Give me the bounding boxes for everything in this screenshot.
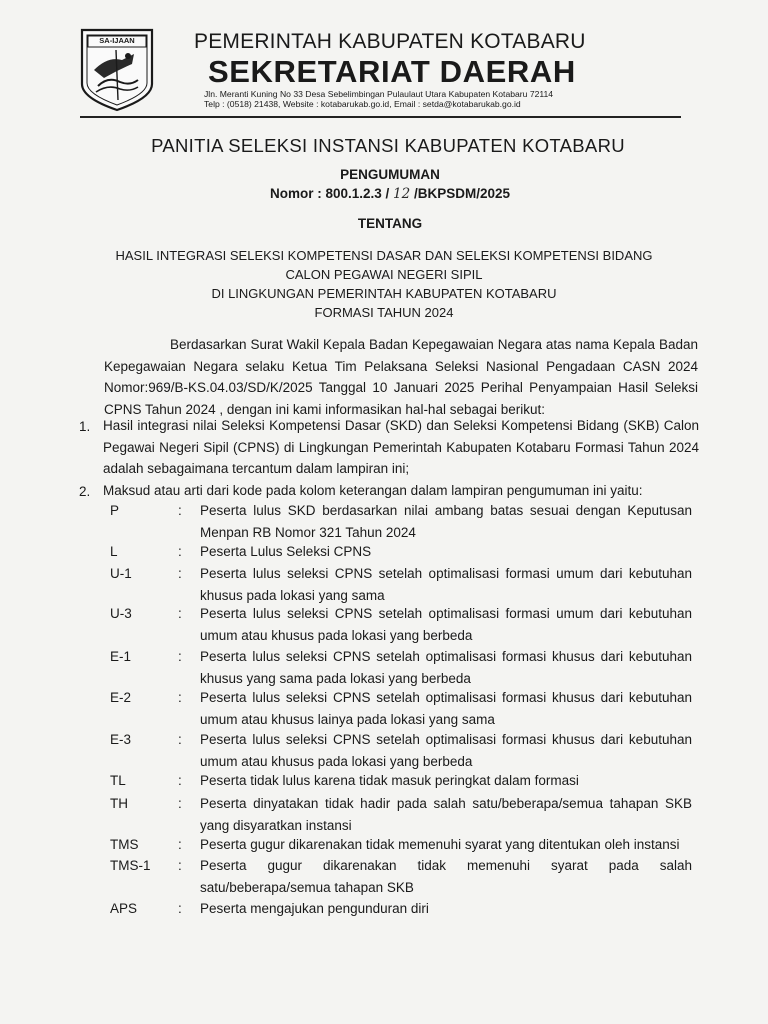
code-description: Peserta lulus seleksi CPNS setelah optimalisasi formasi khusus dari kebutuhan umum atau khusus pada lokasi yang berbeda bbox=[200, 732, 692, 769]
code-separator: : bbox=[178, 606, 182, 621]
code-label: U-3 bbox=[110, 606, 132, 621]
code-separator: : bbox=[178, 773, 182, 788]
code-label: E-3 bbox=[110, 732, 132, 747]
code-description: Peserta lulus seleksi CPNS setelah optimalisasi formasi khusus dari kebutuhan khusus yang sama pada lokasi yang berbeda bbox=[200, 649, 692, 686]
announcement-number bbox=[6, 186, 768, 202]
office-name: SEKRETARIAT DAERAH bbox=[208, 54, 576, 89]
code-description: Peserta dinyatakan tidak hadir pada salah satu/beberapa/semua tahapan SKB yang disyaratkan instansi bbox=[200, 796, 692, 833]
code-description: Peserta gugur dikarenakan tidak memenuhi syarat pada salah satu/beberapa/semua tahapan SKB bbox=[200, 858, 692, 895]
item-number-1: 1. bbox=[79, 419, 91, 434]
code-description: Peserta lulus SKD berdasarkan nilai ambang batas sesuai dengan Keputusan Menpan RB Nomor 321 Tahun 2024 bbox=[200, 503, 692, 540]
code-description: Peserta tidak lulus karena tidak masuk peringkat dalam formasi bbox=[200, 773, 579, 788]
code-label: TH bbox=[110, 796, 128, 811]
item-number-2: 2. bbox=[79, 484, 91, 499]
code-label: U-1 bbox=[110, 566, 132, 581]
code-description: Peserta Lulus Seleksi CPNS bbox=[200, 544, 372, 559]
committee-title: PANITIA SELEKSI INSTANSI KABUPATEN KOTABARU bbox=[151, 135, 625, 156]
code-label: TL bbox=[110, 773, 126, 788]
item-text-2: Maksud atau arti dari kode pada kolom keterangan dalam lampiran pengumuman ini yaitu: bbox=[103, 483, 643, 498]
subject-line-3: DI LINGKUNGAN PEMERINTAH KABUPATEN KOTABARU bbox=[211, 286, 557, 301]
subject-line-1: HASIL INTEGRASI SELEKSI KOMPETENSI DASAR DAN SELEKSI KOMPETENSI BIDANG bbox=[115, 248, 653, 263]
code-label: L bbox=[110, 544, 118, 559]
code-label: APS bbox=[110, 901, 138, 916]
government-name: PEMERINTAH KABUPATEN KOTABARU bbox=[194, 30, 586, 53]
code-label: TMS-1 bbox=[110, 858, 151, 873]
handwritten-number: 12 bbox=[393, 186, 411, 202]
code-label: P bbox=[110, 503, 120, 518]
number-suffix: /BKPSDM/2025 bbox=[413, 186, 511, 201]
emblem-text: SA-IJAAN bbox=[99, 36, 135, 45]
code-separator: : bbox=[178, 796, 182, 811]
code-label: E-1 bbox=[110, 649, 132, 664]
number-prefix: Nomor : 800.1.2.3 / bbox=[269, 186, 390, 201]
code-separator: : bbox=[178, 649, 182, 664]
code-separator: : bbox=[178, 901, 182, 916]
code-description: Peserta lulus seleksi CPNS setelah optimalisasi formasi umum dari kebutuhan khusus pada lokasi yang sama bbox=[200, 566, 692, 603]
code-label: TMS bbox=[110, 837, 139, 852]
code-separator: : bbox=[178, 566, 182, 581]
code-separator: : bbox=[178, 503, 182, 518]
code-separator: : bbox=[178, 837, 182, 852]
code-description: Peserta lulus seleksi CPNS setelah optimalisasi formasi khusus dari kebutuhan umum atau khusus lainya pada lokasi yang sama bbox=[200, 690, 692, 727]
code-separator: : bbox=[178, 732, 182, 747]
office-contact: Telp : (0518) 21438, Website : kotabarukab.go.id, Email : setda@kotabarukab.go.id bbox=[204, 99, 521, 109]
subject-line-4: FORMASI TAHUN 2024 bbox=[314, 305, 454, 320]
announcement-heading: PENGUMUMAN bbox=[340, 167, 440, 182]
code-description: Peserta gugur dikarenakan tidak memenuhi syarat yang ditentukan oleh instansi bbox=[200, 837, 680, 852]
code-label: E-2 bbox=[110, 690, 132, 705]
code-separator: : bbox=[178, 690, 182, 705]
letterhead-divider bbox=[80, 116, 681, 118]
intro-paragraph: Berdasarkan Surat Wakil Kepala Badan Kepegawaian Negara atas nama Kepala Badan Kepegawaian Negara selaku Ketua Tim Pelaksana Seleksi Nasional Pengadaan CASN 2024 Nomor:969/B-KS.04.03/SD/K/2025 Tanggal 10 Januari 2025 Perihal Penyampaian Hasil Seleksi CPNS Tahun 2024 , dengan ini kami informasikan hal-hal sebagai berikut: bbox=[104, 337, 698, 417]
subject-line-2: CALON PEGAWAI NEGERI SIPIL bbox=[285, 267, 483, 282]
code-separator: : bbox=[178, 858, 182, 873]
about-heading: TENTANG bbox=[357, 216, 423, 231]
code-separator: : bbox=[178, 544, 182, 559]
office-address: Jln. Meranti Kuning No 33 Desa Sebelimbingan Pulaulaut Utara Kabupaten Kotabaru 72114 bbox=[204, 89, 554, 99]
code-description: Peserta lulus seleksi CPNS setelah optimalisasi formasi umum dari kebutuhan umum atau khusus pada lokasi yang berbeda bbox=[200, 606, 692, 643]
item-text-1: Hasil integrasi nilai Seleksi Kompetensi Dasar (SKD) dan Seleksi Kompetensi Bidang (SKB) Calon Pegawai Negeri Sipil (CPNS) di Lingkungan Pemerintah Kabupaten Kotabaru Formasi Tahun 2024 adalah sebagaimana tercantum dalam lampiran ini; bbox=[103, 418, 699, 476]
code-description: Peserta mengajukan pengunduran diri bbox=[200, 901, 429, 916]
